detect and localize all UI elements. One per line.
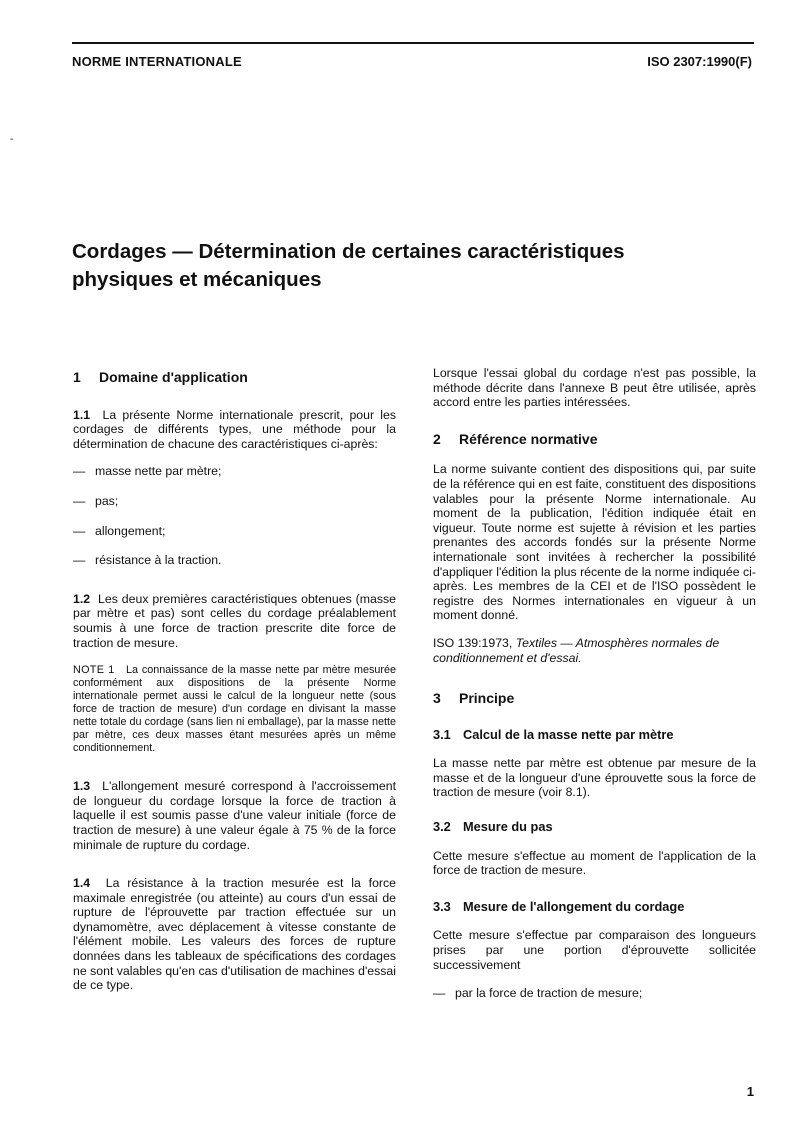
note-label: NOTE 1 xyxy=(73,664,115,677)
list-item: — pas; xyxy=(73,493,119,508)
section-1-heading xyxy=(73,370,396,385)
document-type: NORME INTERNATIONALE xyxy=(72,54,242,69)
section-number: 3 xyxy=(433,690,441,707)
reference-title: Textiles — Atmosphères normales de conditionnement et d'essai. xyxy=(433,635,720,665)
title-line-2: physiques et mécaniques xyxy=(72,268,322,291)
section-number: 2 xyxy=(433,430,441,447)
note-1 xyxy=(73,664,396,755)
continuation-paragraph: Lorsque l'essai global du cordage n'est pas possible, la méthode décrite dans l'annexe B peut être utilisée, après accord entre les parties intéressées. xyxy=(433,366,756,410)
standard-number: ISO 2307:1990(F) xyxy=(647,54,752,69)
reference-code: ISO 139:1973, xyxy=(433,635,513,650)
section-2-text: La norme suivante contient des dispositions qui, par suite de la référence qui en est faite, constituent des dispositions valables pour la présente Norme internationale. Au moment de la publication, l'édition indiquée était en vigueur. Toute norme est sujette à révision et les parties prenantes des accords fondés sur la présente Norme internationale sont invitées à rechercher la possibilité d'appliquer l'édition la plus récente de la norme indiquée ci-après. Les membres de la CEI et de l'ISO possèdent le registre des Normes internationales en vigueur à un moment donné. xyxy=(433,462,756,623)
document-title xyxy=(72,238,712,294)
list-item: — par la force de traction de mesure; xyxy=(433,986,643,1001)
clause-1-1 xyxy=(73,408,396,452)
clause-number: 1.1 xyxy=(73,407,91,422)
section-number: 1 xyxy=(73,369,81,385)
title-line-1: Cordages — Détermination de certaines caractéristiques xyxy=(72,240,625,263)
header-rule xyxy=(72,42,754,44)
clause-number: 1.4 xyxy=(73,876,91,891)
subsection-3-3-heading: 3.3 Mesure de l'allongement du cordage xyxy=(433,898,685,914)
clause-number: 1.3 xyxy=(73,779,91,794)
subsection-3-1-heading: 3.1 Calcul de la masse nette par mètre xyxy=(433,726,674,742)
list-item: — résistance à la traction. xyxy=(73,553,222,568)
section-title: Domaine d'application xyxy=(99,369,248,385)
clause-1-2 xyxy=(73,592,396,650)
subsection-3-1-text: La masse nette par mètre est obtenue par mesure de la masse et de la longueur d'une éprouvette sous la force de traction de mesure (voir 8.1). xyxy=(433,756,756,800)
page-number: 1 xyxy=(746,1084,754,1099)
clause-1-3 xyxy=(73,779,396,852)
right-column xyxy=(433,366,756,1001)
clause-number: 1.2 xyxy=(73,591,91,606)
subsection-3-2-text: Cette mesure s'effectue au moment de l'application de la force de traction de mesure. xyxy=(433,848,756,878)
clause-text: L'allongement mesuré correspond à l'accroissement de longueur du cordage lorsque la force de traction à laquelle il est soumis passe d'une valeur initiale (force de traction de mesure) à une valeur égale à 75 % de la force minimale de rupture du cordage. xyxy=(73,779,396,852)
section-2-heading xyxy=(433,432,756,447)
clause-text: La résistance à la traction mesurée est la force maximale enregistrée (ou atteinte) au cours d'un essai de rupture de l'éprouvette par traction effectuée sur un dynamomètre, avec déplacement à vitesse constante de l'élément mobile. Les valeurs des forces de rupture données dans les tableaux de spécifications des cordages ne sont valables qu'en cas d'utilisation de machines d'essai de ce type. xyxy=(73,876,396,993)
note-text: La connaissance de la masse nette par mètre mesurée conformément aux dispositions de la présente Norme internationale permet aussi le calcul de la longueur nette (sous force de traction de mesure) d'un cordage en divisant la masse nette totale du cordage (sans lien ni emballage), par la masse nette par mètre, ces deux masses étant mesurées après un même conditionnement. xyxy=(73,664,396,755)
section-title: Référence normative xyxy=(459,430,598,447)
margin-mark: - xyxy=(10,134,14,145)
normative-reference xyxy=(433,636,756,665)
list-item: — allongement; xyxy=(73,523,166,538)
left-column xyxy=(73,366,396,993)
section-3-heading xyxy=(433,691,756,706)
clause-text: La présente Norme internationale prescrit, pour les cordages de différents types, une méthode pour la détermination de chacune des caractéristiques ci-après: xyxy=(73,407,396,451)
subsection-3-2-heading: 3.2 Mesure du pas xyxy=(433,819,553,835)
clause-text: Les deux premières caractéristiques obtenues (masse par mètre et pas) sont celles du cordage préalablement soumis à une force de traction prescrite dite force de traction de mesure. xyxy=(73,591,396,650)
subsection-3-3-text: Cette mesure s'effectue par comparaison des longueurs prises par une portion d'éprouvette sollicitée successivement xyxy=(433,928,756,972)
clause-1-4 xyxy=(73,876,396,993)
section-title: Principe xyxy=(459,690,515,707)
list-item: — masse nette par mètre; xyxy=(73,464,222,479)
